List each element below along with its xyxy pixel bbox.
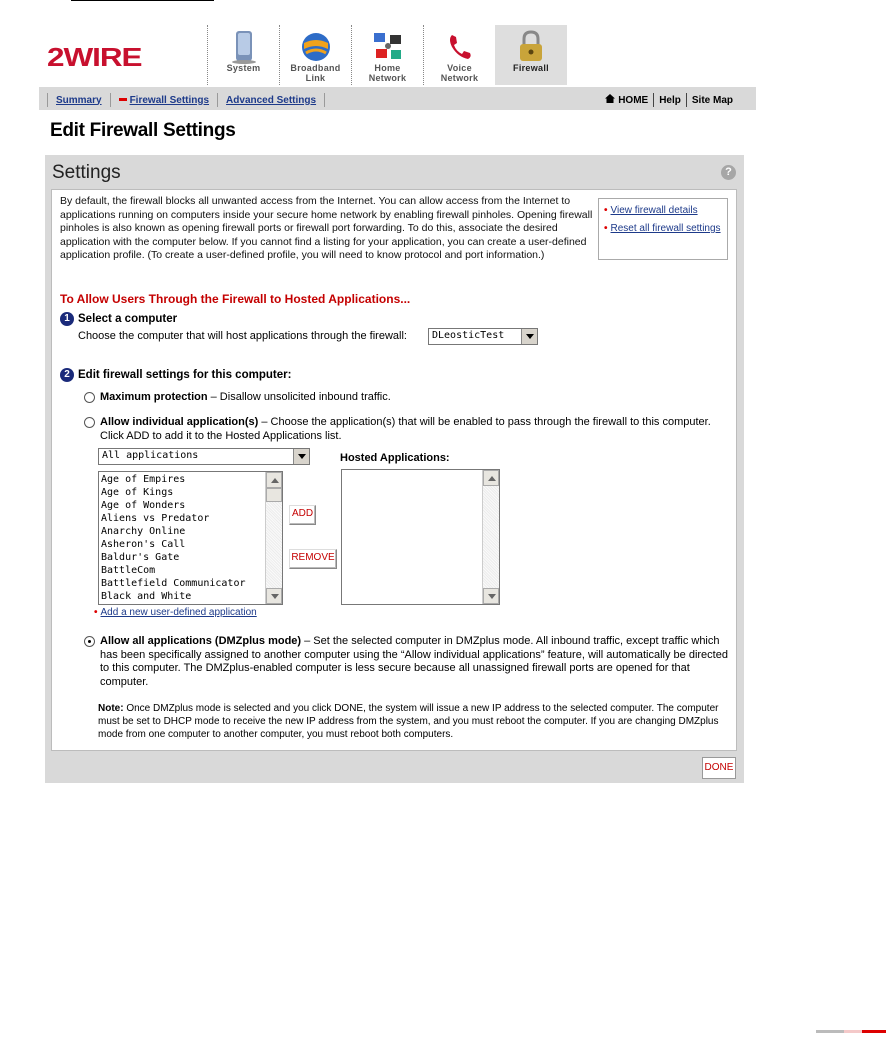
brand-logo-text: 2WIRE	[47, 43, 142, 68]
scroll-down-icon[interactable]	[483, 588, 499, 604]
scroll-down-icon[interactable]	[266, 588, 282, 604]
system-icon	[226, 29, 262, 65]
dropdown-arrow-icon	[293, 449, 309, 464]
home-link[interactable]	[600, 94, 653, 106]
option-dmz-title: Allow all applications (DMZplus mode)	[100, 635, 302, 647]
list-item[interactable]: Asheron's Call	[101, 539, 186, 550]
option-max-title: Maximum protection	[100, 391, 208, 403]
settings-content	[51, 189, 737, 751]
footer-bar-segment	[816, 1030, 844, 1033]
lock-icon	[513, 29, 549, 65]
step-2	[60, 368, 291, 382]
footer-color-bar	[816, 1030, 886, 1033]
tab-system-label: System	[226, 63, 261, 73]
individual-apps-radio[interactable]	[84, 417, 95, 428]
tab-broadband-link[interactable]	[279, 25, 351, 85]
sub-navigation	[39, 87, 756, 110]
computer-select-value: DLeosticTest	[432, 330, 505, 341]
tab-home-label-1: Home	[374, 63, 401, 73]
add-user-defined-app-link[interactable]: Add a new user-defined application	[100, 607, 257, 618]
bullet: •	[94, 607, 98, 618]
list-item[interactable]: BattleCom	[101, 565, 156, 576]
option-maximum-protection[interactable]	[84, 391, 724, 405]
add-user-defined-app	[94, 607, 257, 618]
intro-text: By default, the firewall blocks all unwanted access from the Internet. You can allow access from the Internet to applications running on computers inside your secure home network by enabling firewall pinholes. Opening firewall pinholes is also known as opening firewall ports or firewall port forwarding. To do this, associate the desired application with the computer below. If you cannot find a listing for your application, you can create a user-defined application profile. (To create a user-defined profile, you will need to know protocol and port information.)	[60, 195, 593, 261]
phone-icon	[442, 29, 478, 65]
remove-button[interactable]: REMOVE	[289, 549, 337, 569]
dropdown-arrow-icon	[521, 329, 537, 344]
footer-bar-segment	[862, 1030, 886, 1033]
tab-system[interactable]	[207, 25, 279, 85]
main-nav	[207, 25, 567, 85]
option-dmz-text: – Set the selected computer in DMZplus mode. All inbound traffic, except traffic which has been specifically assigned to another computer using the “Allow individual applications” feature, will automatically be directed to this computer. The DMZplus-enabled computer is less secure because all unassigned firewall ports are opened for that computer.	[100, 635, 728, 688]
brand-logo	[47, 42, 181, 68]
applications-scrollbar[interactable]	[265, 472, 282, 604]
home-link-label: HOME	[618, 95, 649, 106]
panel-title: Settings	[52, 162, 121, 183]
computer-select[interactable]	[428, 328, 538, 345]
option-individual-apps[interactable]	[84, 416, 734, 443]
option-individual-text: – Choose the application(s) that will be enabled to pass through the firewall to this computer. Click ADD to add it to the Hosted Applications list.	[100, 416, 711, 442]
globe-icon	[298, 29, 334, 65]
settings-panel	[45, 155, 744, 783]
top-rule	[71, 0, 214, 1]
application-filter-select[interactable]	[98, 448, 310, 465]
site-map-link[interactable]: Site Map	[691, 94, 733, 106]
scroll-up-icon[interactable]	[483, 470, 499, 486]
hosted-applications-label: Hosted Applications:	[340, 452, 450, 464]
subnav-firewall-settings-link[interactable]	[111, 95, 217, 106]
option-individual-title: Allow individual application(s)	[100, 416, 259, 428]
tab-voice-label-2: Network	[440, 73, 479, 83]
tab-broadband-label-2: Link	[305, 73, 326, 83]
step-2-title: Edit firewall settings for this computer:	[78, 369, 292, 381]
list-item[interactable]: Black and White	[101, 591, 192, 602]
step-1-title: Select a computer	[78, 313, 178, 325]
subnav-divider	[324, 93, 325, 107]
scroll-thumb[interactable]	[266, 488, 282, 502]
subnav-advanced-settings-link[interactable]: Advanced Settings	[226, 94, 317, 106]
tab-firewall[interactable]	[495, 25, 567, 85]
list-item[interactable]: Baldur's Gate	[101, 552, 180, 563]
view-firewall-details-link[interactable]: View firewall details	[610, 205, 698, 216]
application-filter-value: All applications	[102, 450, 199, 461]
maximum-protection-radio[interactable]	[84, 392, 95, 403]
home-icon	[605, 94, 615, 103]
list-item[interactable]: Age of Kings	[101, 487, 174, 498]
note-text: Once DMZplus mode is selected and you click DONE, the system will issue a new IP address to the selected computer. The computer must be set to DHCP mode to receive the new IP address from the system, and you must reboot the computer. If you are changing DMZplus mode from one computer to another computer, you must reboot both computers.	[98, 703, 719, 740]
step-1	[60, 312, 177, 326]
list-item[interactable]: Aliens vs Predator	[101, 513, 210, 524]
subnav-summary-link[interactable]: Summary	[56, 94, 102, 106]
page-title: Edit Firewall Settings	[50, 120, 236, 141]
scroll-up-icon[interactable]	[266, 472, 282, 488]
quick-links-box	[598, 198, 728, 260]
tab-home-label-2: Network	[368, 73, 407, 83]
add-button[interactable]: ADD	[289, 505, 316, 525]
reset-firewall-settings-link[interactable]: Reset all firewall settings	[610, 223, 721, 234]
tab-broadband-label-1: Broadband	[290, 63, 341, 73]
dmzplus-radio[interactable]	[84, 636, 95, 647]
section-heading: To Allow Users Through the Firewall to Hosted Applications...	[60, 292, 411, 306]
help-icon[interactable]: ?	[721, 165, 736, 180]
tab-firewall-label: Firewall	[513, 63, 549, 73]
current-page-marker	[119, 98, 127, 101]
subnav-firewall-settings-label: Firewall Settings	[129, 94, 210, 106]
hosted-scrollbar[interactable]	[482, 470, 499, 604]
hosted-applications-list[interactable]	[341, 469, 500, 605]
dmz-note	[98, 702, 728, 741]
help-link[interactable]: Help	[659, 94, 681, 106]
bullet: •	[604, 223, 608, 234]
option-max-text: – Disallow unsolicited inbound traffic.	[207, 391, 391, 403]
done-button[interactable]: DONE	[702, 757, 736, 779]
applications-list[interactable]	[98, 471, 283, 605]
footer-bar-segment	[844, 1030, 862, 1033]
option-dmzplus[interactable]	[84, 635, 734, 689]
list-item[interactable]: Age of Empires	[101, 474, 186, 485]
list-item[interactable]: Anarchy Online	[101, 526, 186, 537]
step-number-icon: 2	[60, 368, 74, 382]
tab-voice-label-1: Voice	[447, 63, 472, 73]
header	[39, 25, 755, 85]
list-item[interactable]: Battlefield Communicator	[101, 578, 246, 589]
network-icon	[370, 29, 406, 65]
step-number-icon: 1	[60, 312, 74, 326]
tab-voice-network[interactable]	[423, 25, 495, 85]
list-item[interactable]: Age of Wonders	[101, 500, 186, 511]
note-label: Note:	[98, 703, 124, 714]
step-1-description: Choose the computer that will host applications through the firewall:	[78, 330, 407, 342]
tab-home-network[interactable]	[351, 25, 423, 85]
bullet: •	[604, 205, 608, 216]
